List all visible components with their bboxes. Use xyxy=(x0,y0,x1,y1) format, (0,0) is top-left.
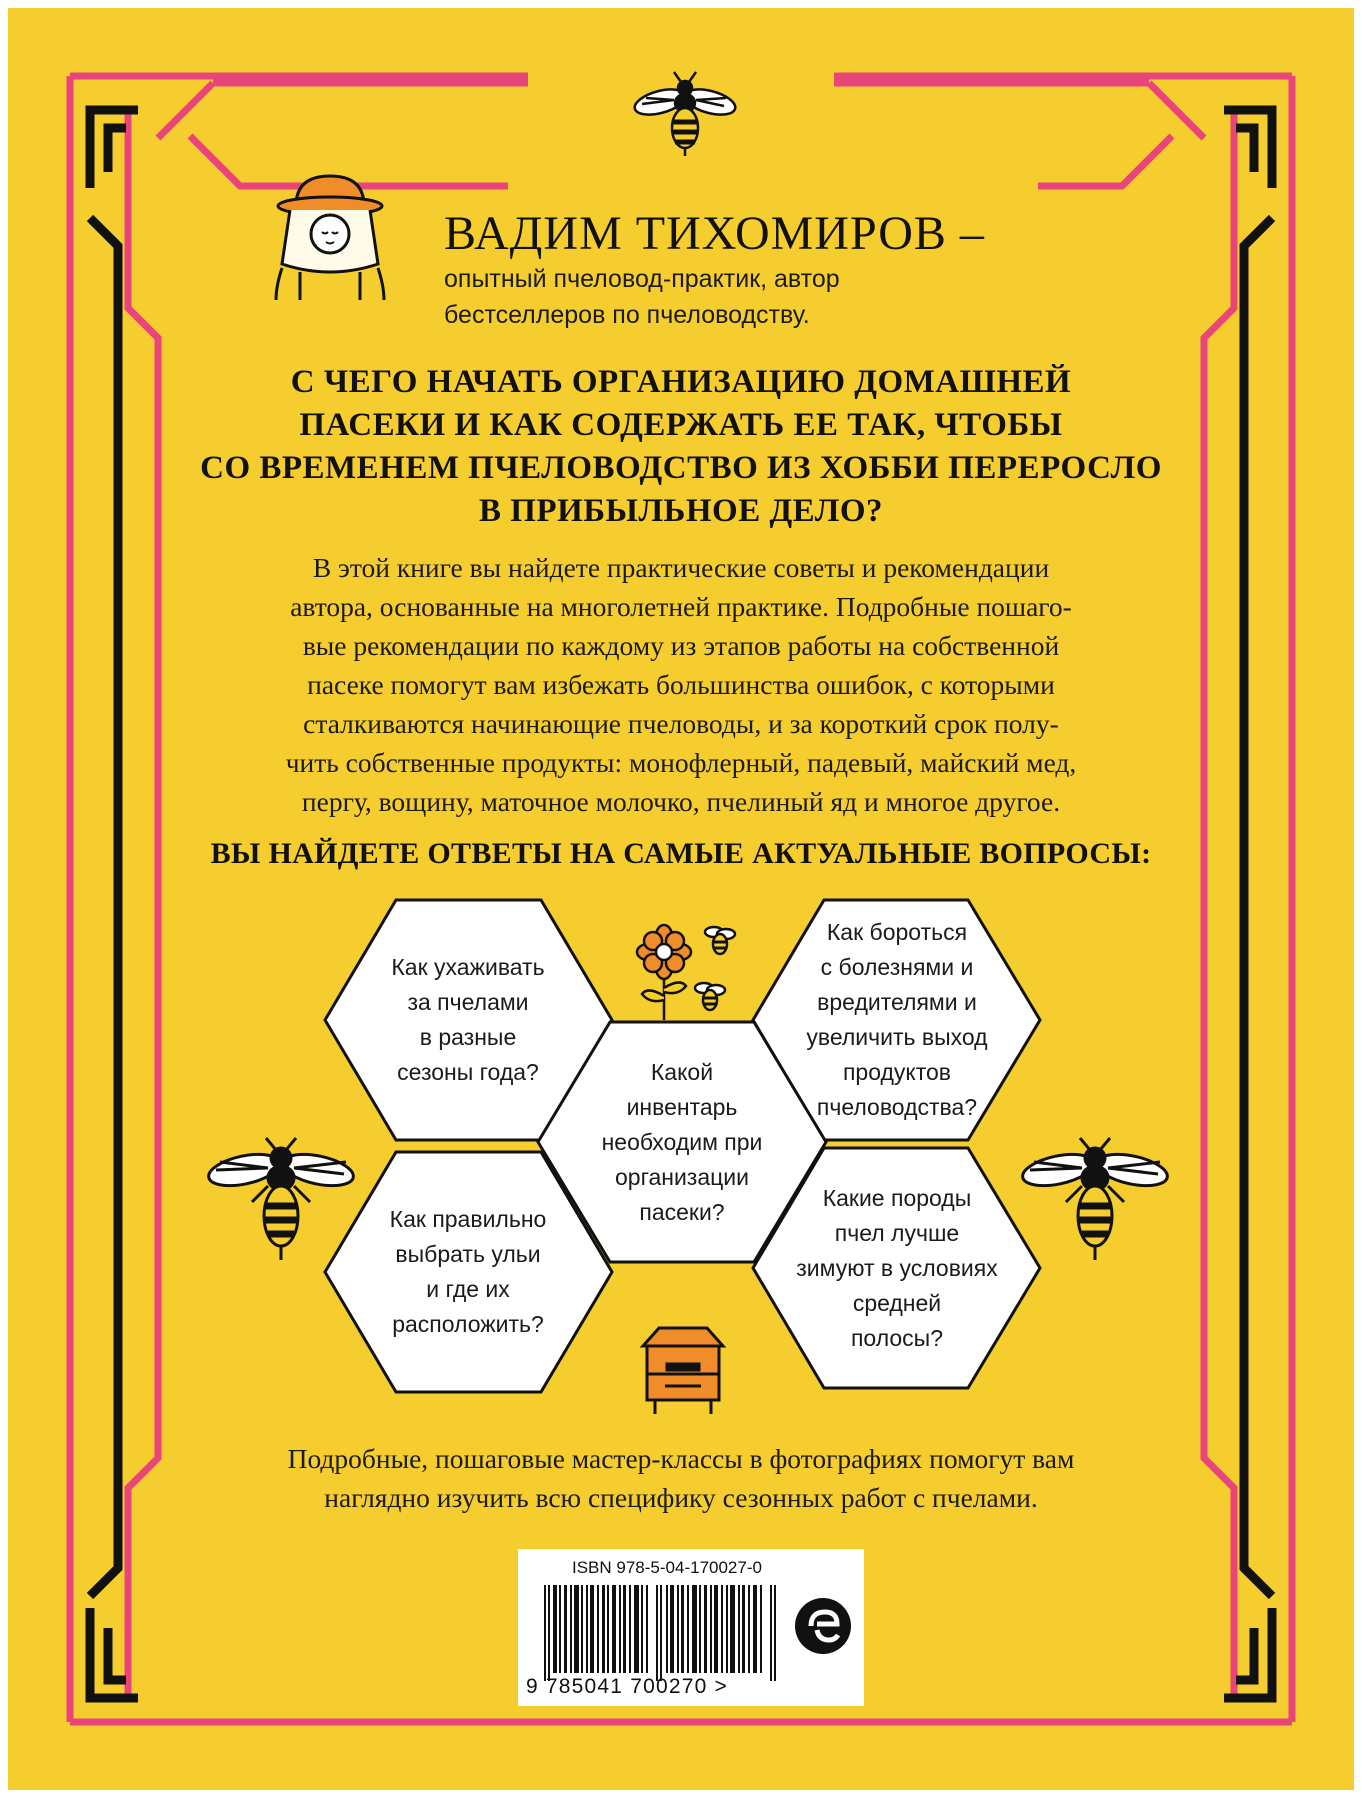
question-line: за пчелами xyxy=(407,989,529,1015)
paragraph-line: пасеке помогут вам избежать большинства ошибок, с которыми xyxy=(307,669,1055,700)
question-line: Как правильно xyxy=(389,1206,547,1232)
question-line: Какой xyxy=(650,1058,714,1085)
question-line: пасеки? xyxy=(639,1198,725,1225)
paragraph-line: чить собственные продукты: монофлерный, падевый, майский мед, xyxy=(285,747,1077,778)
honeycomb xyxy=(8,8,1354,1790)
barcode-digits: 9 785041 700270 > xyxy=(526,1675,728,1698)
headline-line: СО ВРЕМЕНЕМ ПЧЕЛОВОДСТВО ИЗ ХОББИ ПЕРЕРОСЛО xyxy=(200,450,1162,486)
question-line: вредителями и xyxy=(817,989,977,1015)
question-hex-5 xyxy=(768,1156,1026,1380)
question-line: увеличить выход xyxy=(806,1024,988,1050)
question-line: и где их xyxy=(426,1276,510,1302)
paragraph-line: сталкиваются начинающие пчеловоды, и за короткий срок полу- xyxy=(303,708,1059,739)
question-line: продуктов xyxy=(842,1059,952,1085)
bee-icon xyxy=(1020,1136,1170,1266)
barcode xyxy=(544,1585,780,1681)
question-line: выбрать ульи xyxy=(395,1241,541,1267)
question-line: пчел лучше xyxy=(834,1219,960,1246)
question-hex-4 xyxy=(338,1160,598,1384)
headline-line: В ПРИБЫЛЬНОЕ ДЕЛО? xyxy=(478,493,884,529)
author-description-line: опытный пчеловод-практик, автор xyxy=(444,265,840,293)
paragraph-line: вые рекомендации по каждому из этапов работы на собственной xyxy=(302,630,1060,661)
question-line: средней xyxy=(852,1289,942,1316)
isbn-block xyxy=(518,1549,864,1706)
question-line: полосы? xyxy=(850,1324,944,1351)
paragraph-line: пергу, вощину, маточное молочко, пчелиный яд и многое другое. xyxy=(301,786,1061,817)
headline-line: С ЧЕГО НАЧАТЬ ОРГАНИЗАЦИЮ ДОМАШНЕЙ xyxy=(290,364,1072,400)
question-line: Как бороться xyxy=(826,919,968,945)
question-line: пчеловодства? xyxy=(816,1094,978,1120)
question-line: зимуют в условиях xyxy=(796,1254,998,1281)
questions-heading: ВЫ НАЙДЕТЕ ОТВЕТЫ НА САМЫЕ АКТУАЛЬНЫЕ ВОПРОСЫ: xyxy=(210,837,1152,870)
question-line: необходим при xyxy=(601,1128,763,1155)
paragraph-line: автора, основанные на многолетней практике. Подробные пошаго- xyxy=(290,591,1072,622)
footer-line: Подробные, пошаговые мастер-классы в фотографиях помогут вам xyxy=(287,1443,1075,1474)
headline-line: ПАСЕКИ И КАК СОДЕРЖАТЬ ЕЕ ТАК, ЧТОБЫ xyxy=(299,407,1063,443)
isbn-label: ISBN 978-5-04-170027-0 xyxy=(572,1558,762,1577)
author-name: ВАДИМ ТИХОМИРОВ – xyxy=(444,207,985,260)
paragraph-line: В этой книге вы найдете практические советы и рекомендации xyxy=(312,552,1050,583)
question-line: сезоны года? xyxy=(397,1059,539,1085)
question-line: с болезнями и xyxy=(820,954,974,980)
publisher-logo-icon xyxy=(792,1595,854,1657)
question-line: в разные xyxy=(419,1024,517,1050)
footer-text xyxy=(128,1439,1234,1517)
question-line: Какие породы xyxy=(822,1184,972,1211)
question-line: расположить? xyxy=(392,1311,544,1337)
footer-line: наглядно изучить всю специфику сезонных работ с пчелами. xyxy=(324,1482,1038,1513)
question-line: Как ухаживать xyxy=(391,954,545,980)
beehive-icon xyxy=(633,1324,733,1416)
author-description-line: бестселлеров по пчеловодству. xyxy=(444,301,810,329)
bee-icon xyxy=(206,1136,356,1266)
flower-icon xyxy=(634,916,744,1026)
question-line: инвентарь xyxy=(626,1093,738,1120)
book-back-cover xyxy=(8,8,1354,1790)
question-line: организации xyxy=(614,1163,749,1190)
